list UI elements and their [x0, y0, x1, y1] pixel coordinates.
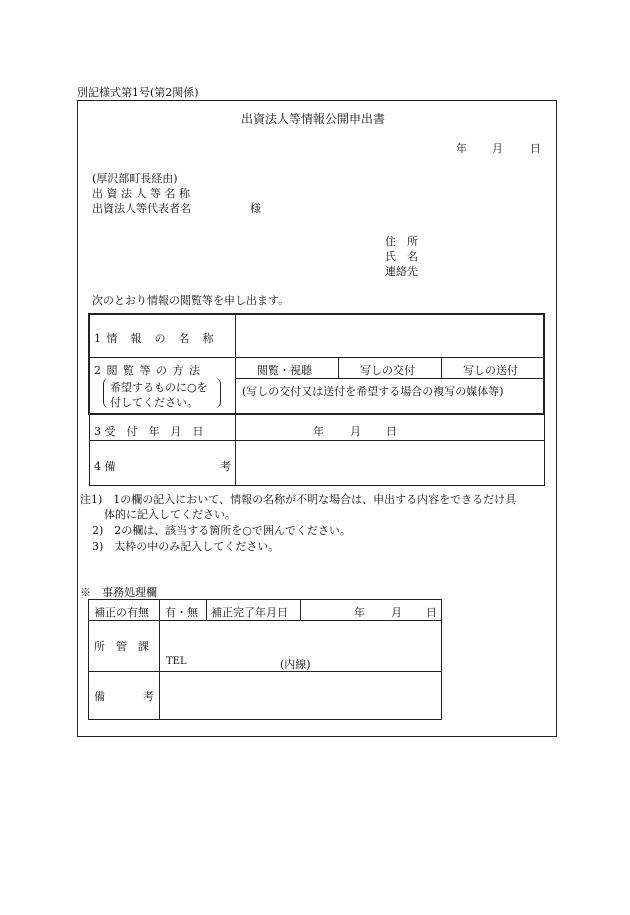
- honorific: 様: [250, 202, 261, 215]
- extension-label: (内線): [280, 658, 311, 671]
- form-number: 別記様式第1号(第2関係): [77, 86, 199, 99]
- via-text: (厚沢部町長経由): [92, 172, 178, 185]
- row3-year: 年: [313, 425, 324, 438]
- applicant-contact-label: 連絡先: [385, 265, 418, 278]
- date-month: 月: [492, 142, 503, 155]
- row4-value[interactable]: [240, 444, 540, 482]
- form-title: 出資法人等情報公開申出書: [241, 112, 386, 126]
- row1-label: 1 情 報 の 名 称: [94, 332, 215, 345]
- completion-day: 日: [426, 606, 437, 619]
- applicant-name-label: 氏 名: [385, 250, 418, 263]
- office-header: ※ 事務処理欄: [80, 586, 157, 599]
- correction-label: 補正の有無: [94, 606, 149, 619]
- row2-note-line2: 付してください。: [110, 396, 198, 409]
- row3-day: 日: [386, 425, 397, 438]
- date-year: 年: [456, 142, 467, 155]
- dept-label: 所 管 課: [94, 640, 149, 653]
- row2-label: 2 閲 覧 等 の 方 法: [94, 364, 201, 377]
- row4-label-end: 考: [220, 460, 231, 473]
- row3-month: 月: [350, 425, 361, 438]
- option-copy-issue[interactable]: 写しの交付: [360, 364, 415, 377]
- date-day: 日: [530, 142, 541, 155]
- intro-text: 次のとおり情報の閲覧等を申し出ます。: [92, 294, 290, 307]
- note-1a: 注1) 1の欄の記入において、情報の名称が不明な場合は、申出する内容をできるだけ具: [80, 493, 517, 506]
- row4-label: 4 備: [94, 460, 116, 473]
- row1-value[interactable]: [240, 318, 540, 354]
- applicant-address-label: 住 所: [385, 235, 418, 248]
- row2-note-line1: 希望するものに○を: [110, 381, 208, 394]
- completion-label: 補正完了年月日: [211, 606, 288, 619]
- addressee-org: 出 資 法 人 等 名 称: [92, 187, 190, 200]
- tel-label: TEL: [166, 656, 187, 667]
- remarks-label: 備: [94, 690, 105, 703]
- note-3: 3) 太枠の中のみ記入してください。: [92, 540, 280, 553]
- option-copy-send[interactable]: 写しの送付: [463, 364, 518, 377]
- completion-month: 月: [391, 606, 402, 619]
- media-note: (写しの交付又は送付を希望する場合の複写の媒体等): [242, 385, 504, 398]
- completion-year: 年: [354, 606, 365, 619]
- row3-label: 3 受 付 年 月 日: [94, 425, 204, 438]
- note-2: 2) 2の欄は、該当する箇所を○で囲んでください。: [92, 524, 351, 537]
- note-1b: 体的に記入してください。: [104, 508, 236, 521]
- addressee-rep: 出資法人等代表者名: [92, 202, 191, 215]
- correction-value: 有・無: [165, 606, 198, 619]
- option-view[interactable]: 閲覧・視聴: [257, 364, 312, 377]
- remarks-label-end: 考: [143, 690, 154, 703]
